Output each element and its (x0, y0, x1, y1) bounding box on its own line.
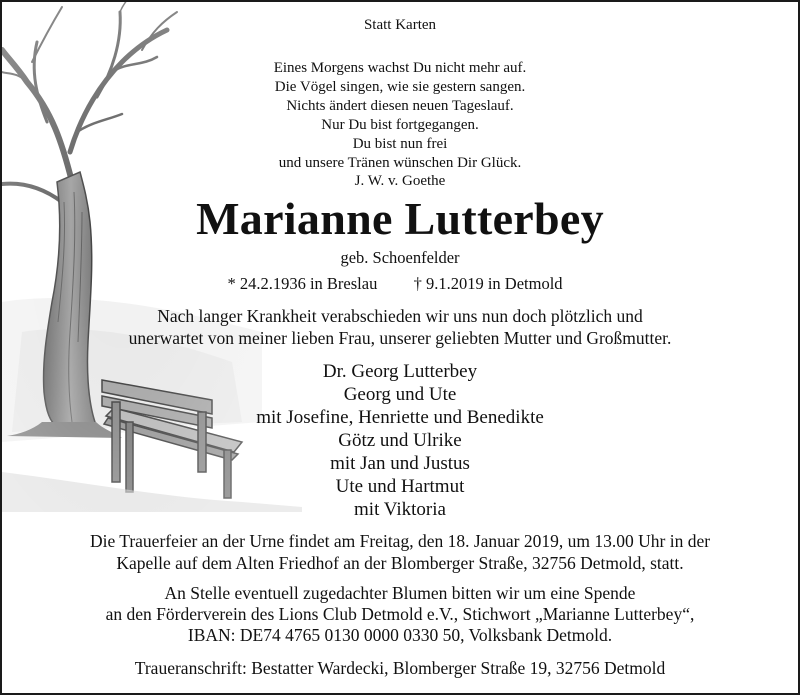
ceremony-line: Die Trauerfeier an der Urne findet am Freitag, den 18. Januar 2019, um 13.00 Uhr in der (89, 531, 711, 551)
announcement-line: unerwartet von meiner lieben Frau, unserer geliebten Mutter und Großmutter. (128, 328, 672, 348)
family-member: Götz und Ulrike (338, 430, 462, 451)
poem-line: und unsere Tränen wünschen Dir Glück. (278, 155, 522, 171)
family-member: mit Jan und Justus (330, 453, 470, 474)
ceremony-line: Kapelle auf dem Alten Friedhof an der Blomberger Straße, 32756 Detmold, statt. (116, 553, 684, 573)
poem-line: Nichts ändert diesen neuen Tageslauf. (286, 98, 514, 114)
poem-author: J. W. v. Goethe (354, 173, 446, 189)
poem-line: Du bist nun frei (352, 136, 448, 152)
family-member: Ute und Hartmut (335, 476, 465, 497)
death-date: † 9.1.2019 in Detmold (413, 274, 563, 293)
family-member: mit Josefine, Henriette und Benedikte (256, 407, 544, 428)
life-dates (0, 274, 793, 294)
statt-karten-heading: Statt Karten (363, 17, 437, 33)
donation-line: An Stelle eventuell zugedachter Blumen bitten wir um eine Spende (164, 583, 636, 603)
birth-date: * 24.2.1936 in Breslau (227, 274, 378, 293)
poem-line: Nur Du bist fortgegangen. (321, 117, 479, 133)
deceased-name: Marianne Lutterbey (196, 193, 604, 244)
mourning-address: Traueranschrift: Bestatter Wardecki, Blomberger Straße 19, 32756 Detmold (134, 658, 666, 678)
family-member: Dr. Georg Lutterbey (322, 361, 478, 382)
donation-line: an den Förderverein des Lions Club Detmold e.V., Stichwort „Marianne Lutterbey“, (105, 604, 695, 624)
poem-line: Eines Morgens wachst Du nicht mehr auf. (273, 60, 527, 76)
donation-line: IBAN: DE74 4765 0130 0000 0330 50, Volksbank Detmold. (187, 625, 613, 645)
poem-line: Die Vögel singen, wie sie gestern sangen. (274, 79, 526, 95)
announcement-line: Nach langer Krankheit verabschieden wir uns nun doch plötzlich und (157, 306, 643, 326)
family-member: Georg und Ute (343, 384, 457, 405)
family-member: mit Viktoria (354, 499, 446, 520)
birth-name: geb. Schoenfelder (340, 248, 460, 267)
